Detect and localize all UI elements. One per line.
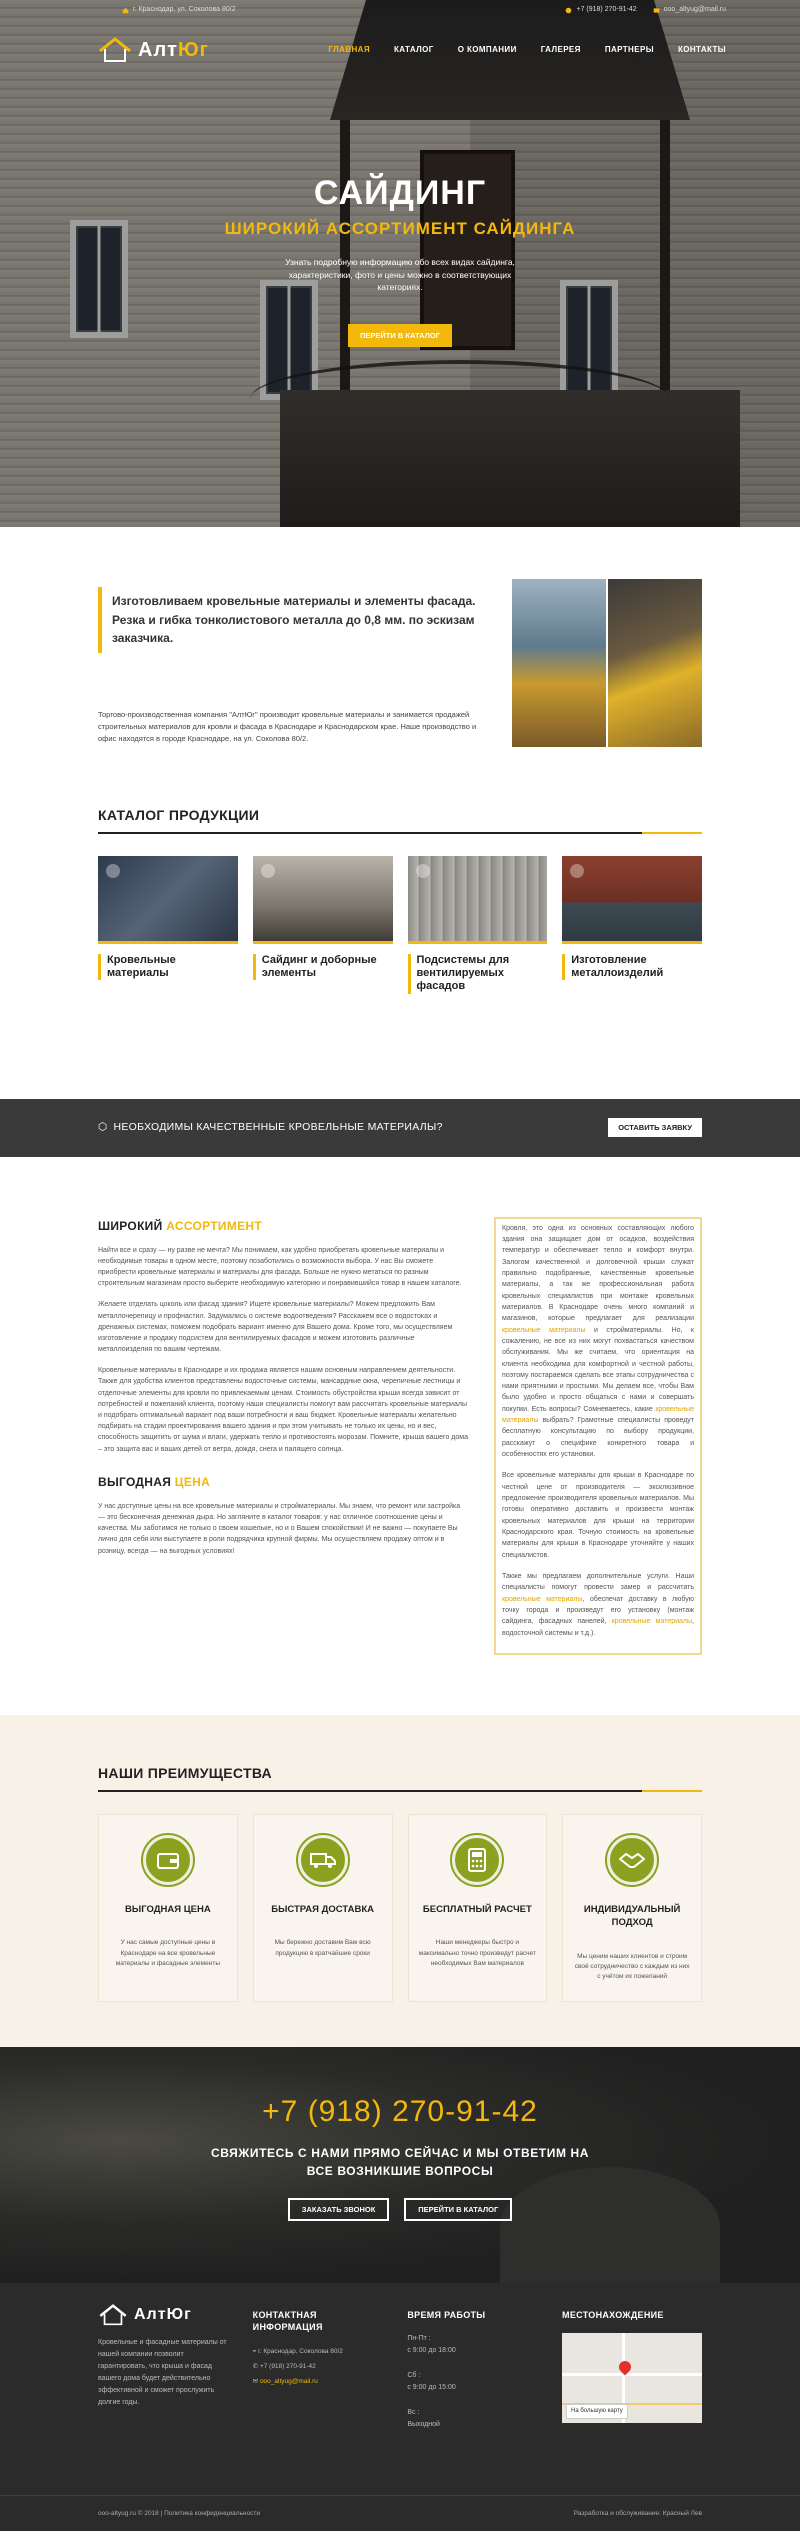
hours-day: Сб :: [407, 2371, 421, 2379]
top-email[interactable]: ooo_altyug@mail.ru: [663, 5, 726, 13]
catalog-card-label: Изготовление металлоизделий: [562, 954, 702, 980]
advantage-card: [253, 1814, 393, 2002]
aside-box: [494, 1217, 702, 1655]
aside-paragraph: Также мы предлагаем дополнительные услуги. Наши специалисты помогут провести замер и рассчитать кровельные материалы, обеспечат доставку в любую точку города и произведут его установку (монтаж сайдинга, фасадных панелей, кровельные материалы, водосточной системы и т.д.).: [502, 1573, 694, 1637]
assortment-title: ШИРОКИЙ АССОРТИМЕНТ: [98, 1218, 263, 1233]
advantages-section: [0, 1715, 800, 2047]
hours-day: Вс :: [407, 2408, 420, 2416]
top-phone[interactable]: +7 (918) 270-91-42: [576, 5, 637, 13]
location-icon: ⌖: [252, 2348, 259, 2356]
top-bar: [0, 0, 800, 20]
footer-hours-title: ВРЕМЯ РАБОТЫ: [407, 2310, 486, 2321]
nav-home[interactable]: ГЛАВНАЯ: [328, 45, 370, 54]
wallet-icon: [143, 1835, 193, 1885]
advantages-title: НАШИ ПРЕИМУЩЕСТВА: [98, 1763, 702, 1792]
logo-house-icon: [98, 37, 132, 63]
advantage-title: БЕСПЛАТНЫЙ РАСЧЕТ: [422, 1904, 532, 1916]
footer-address: г. Краснодар, Соколова 80/2: [258, 2348, 343, 2356]
callback-section: [0, 2047, 800, 2283]
nav-catalog[interactable]: КАТАЛОГ: [394, 45, 434, 54]
footer: [0, 2283, 800, 2531]
go-catalog-button[interactable]: ПЕРЕЙТИ В КАТАЛОГ: [404, 2198, 512, 2221]
callback-line: СВЯЖИТЕСЬ С НАМИ ПРЯМО СЕЙЧАС И МЫ ОТВЕТИМ НА: [210, 2146, 590, 2161]
home-icon: [122, 7, 129, 14]
advantage-text: У нас самые доступные цены в Краснодаре на все кровельные материалы и фасадные элементы: [115, 1939, 220, 1968]
footer-email[interactable]: ooo_altyug@mail.ru: [259, 2378, 318, 2386]
hours-time: Выходной: [407, 2420, 440, 2428]
about-slogan: Изготовливаем кровельные материалы и элементы фасада. Резка и гибка тонколистового металла до 0,8 мм. по эскизам заказчика.: [98, 587, 492, 653]
advantage-card: [408, 1814, 548, 2002]
callback-phone[interactable]: +7 (918) 270-91-42: [262, 2095, 538, 2129]
catalog-card-facade[interactable]: [408, 856, 548, 994]
nav-about[interactable]: О КОМПАНИИ: [457, 45, 517, 54]
hours-time: с 9:00 до 15:00: [407, 2384, 456, 2392]
advantage-text: Мы бережно доставим Вам всю продукцию в кратчайшие сроки: [274, 1939, 371, 1957]
about-section: [0, 527, 800, 1034]
catalog-card-label: Кровельные материалы: [98, 954, 238, 980]
hero-catalog-button[interactable]: ПЕРЕЙТИ В КАТАЛОГ: [348, 324, 452, 347]
catalog-card-label: Сайдинг и доборные элементы: [253, 954, 393, 980]
order-call-button[interactable]: ЗАКАЗАТЬ ЗВОНОК: [288, 2198, 390, 2221]
logo-house-icon: [98, 2304, 128, 2326]
advantage-title: БЫСТРАЯ ДОСТАВКА: [271, 1904, 374, 1916]
main-nav: [0, 20, 800, 80]
developer-credit[interactable]: Разработка и обслуживание: Красный Лев: [573, 2510, 702, 2518]
advantage-card: [98, 1814, 238, 2002]
mail-icon: ✉: [252, 2378, 260, 2386]
hero-subtitle: ШИРОКИЙ АССОРТИМЕНТ САЙДИНГА: [224, 219, 576, 239]
footer-logo[interactable]: [98, 2303, 233, 2327]
advantage-title: ИНДИВИДУАЛЬНЫЙ ПОДХОД: [583, 1904, 681, 1929]
logo-text-2: Юг: [177, 39, 209, 61]
advantage-title: ВЫГОДНАЯ ЦЕНА: [125, 1904, 211, 1916]
cta-band: [0, 1099, 800, 1157]
catalog-title: КАТАЛОГ ПРОДУКЦИИ: [98, 805, 702, 834]
price-title: ВЫГОДНАЯ ЦЕНА: [98, 1474, 211, 1489]
catalog-card-metal[interactable]: [562, 856, 702, 994]
footer-map[interactable]: [562, 2333, 702, 2423]
request-button[interactable]: ОСТАВИТЬ ЗАЯВКУ: [608, 1118, 702, 1137]
phone-icon: ✆: [252, 2363, 260, 2371]
nav-gallery[interactable]: ГАЛЕРЕЯ: [540, 45, 581, 54]
copyright[interactable]: ooo-altyug.ru © 2018 | Политика конфиденциальности: [98, 2510, 260, 2518]
footer-phone[interactable]: +7 (918) 270-91-42: [259, 2363, 316, 2371]
advantage-text: Мы ценим наших клиентов и строим своё сотрудничество с каждым из них с учётом их пожеланий: [574, 1952, 690, 1981]
footer-contacts-title: КОНТАКТНАЯ ИНФОРМАЦИЯ: [252, 2310, 323, 2333]
advantage-text: Наши менеджеры быстро и максимально точно произведут расчет необходимых Вам материалов: [418, 1939, 536, 1968]
content-paragraph: У нас доступные цены на все кровельные материалы и стройматериалы. Мы знаем, что ремонт или застройка — это бесконечная денежная дыра. Но загляните в каталог товаров: у нас отличное соотношение цены и качества. Мы заботимся не только о своем кошельке, но и о Вашем спокойствии! И не важно — покупаете Вы лично для себя или выступаете в роли подрядчика крупной фирмы. Мы осуществляем продажу оптом и в розницу, всегда — на выгодных условиях!: [98, 1502, 461, 1555]
photo-workshop-1: [512, 579, 606, 747]
cube-icon: ⬡: [98, 1120, 108, 1133]
catalog-card-siding[interactable]: [253, 856, 393, 994]
cta-band-text: НЕОБХОДИМЫ КАЧЕСТВЕННЫЕ КРОВЕЛЬНЫЕ МАТЕРИАЛЫ?: [113, 1120, 443, 1133]
logo-text-1: Алт: [134, 2306, 167, 2324]
hero-text: Узнать подробную информацию обо всех видах сайдинга, характеристики, фото и цены можно в соответствующих категориях.: [285, 256, 515, 293]
content-paragraph: Найти все и сразу — ну разве не мечта? Мы понимаем, как удобно приобретать кровельные материалы и необходимые товары в одном месте, поэтому позаботились о возможности выбора. У нас Вы сможете приобрести кровельные материалы и материалы для фасада. Больше не нужно метаться по разным строительным магазинам просто выберите необходимую категорию и понравившийся товар в нашем каталоге.: [98, 1246, 462, 1288]
aside-paragraph: Кровля, это одна из основных составляющих любого здания она защищает дом от осадков, воздействия температур и обеспечивает тепло и комфорт внутри. Залогом качественной и долговечной крыши служат правильно подобранные, качественные кровельные материалы, а так же профессиональная работа кровельных специалистов при монтаже кровельных материалов. В Краснодаре очень много компаний и магазинов, которые предлагает для реализации кровельные материалы и стройматериалы. Но, к сожалению, не все из них могут похвастаться качеством обслуживания. Мы же считаем, что ориентация на клиента необходима для комфортной и честной работы, поэтому постараемся сделать все этапы сотрудничества с нами приятными и простыми. Мы делаем все, чтобы Вам было удобно и просто общаться с нами и совершать покупки. Есть вопросы? Сомневаетесь, какие кровельные материалы выбрать? Грамотные специалисты проведут бесплатную консультацию по выбору продукции, расскажут о специфике конкретного товара и особенностях его установки.: [502, 1224, 694, 1459]
hours-time: с 9:00 до 18:00: [407, 2347, 456, 2355]
map-large-button[interactable]: На большую карту: [566, 2404, 628, 2419]
nav-partners[interactable]: ПАРТНЕРЫ: [604, 45, 654, 54]
photo-workshop-2: [608, 579, 702, 747]
logo[interactable]: [98, 35, 209, 65]
logo-text-2: Юг: [166, 2306, 192, 2324]
hero: [0, 0, 800, 527]
content-paragraph: Желаете отделать цоколь или фасад здания? Ищете кровельные материалы? Можем предложить Вам металлочерепицу и профнастил. Задумались о системе водоотведения? Расскажем все о водостоках и дренажных системах, поможем подобрать вариант именно для Вашего дома. Кроме того, мы осуществляем изготовление и продажу подсистем для вентилируемых фасадов и можем изготовить различные металлоизделия по вашим чертежам.: [98, 1301, 453, 1354]
footer-about: Кровельные и фасадные материалы от нашей компании позволит гарантировать, что крыша и фасад вашего дома будет действительно эффективной и сможет прослужить долгие годы.: [98, 2339, 227, 2406]
about-text: Торгово-производственная компания "АлтЮг" производит кровельные материалы и занимается продажей строительных материалов для кровли и фасада в Краснодаре и Краснодарском крае. Наше производство и офис находятся в городе Краснодаре, на ул. Соколова 80/2.: [98, 709, 477, 743]
hours-day: Пн-Пт :: [407, 2335, 431, 2343]
footer-location-title: МЕСТОНАХОЖДЕНИЕ: [562, 2310, 664, 2321]
calculator-icon: [452, 1835, 502, 1885]
callback-line: ВСЕ ВОЗНИКШИЕ ВОПРОСЫ: [306, 2164, 494, 2179]
about-photos: [512, 579, 702, 747]
truck-icon: [298, 1835, 348, 1885]
nav-contacts[interactable]: КОНТАКТЫ: [677, 45, 726, 54]
phone-icon: [565, 7, 572, 14]
top-address: г. Краснодар, ул. Соколова 80/2: [133, 5, 236, 13]
content-section: [0, 1157, 800, 1715]
hero-title: САЙДИНГ: [313, 174, 487, 212]
aside-paragraph: Все кровельные материалы для крыши в Краснодаре по честной цене от производителя — эксклюзивное предложение производителя кровельных материалов. Мы готовы оперативно доставить и произвести монтаж кровельных материалов для крыши на территории Краснодарского края. Точную стоимость на кровельные материалы для крыши в Краснодаре уточняйте у наших специалистов.: [502, 1472, 694, 1559]
handshake-icon: [607, 1835, 657, 1885]
logo-text-1: Алт: [138, 39, 178, 61]
advantage-card: [562, 1814, 702, 2002]
catalog-card-label: Подсистемы для вентилируемых фасадов: [408, 954, 548, 994]
mail-icon: [653, 7, 660, 14]
catalog-card-roofing[interactable]: [98, 856, 238, 994]
content-paragraph: Кровельные материалы в Краснодаре и их продажа является нашим основным направлением деятельности. Также для удобства клиентов представлены водосточные системы, мансардные окна, черепичные лестницы и отделочные элементы для кровли по привлекаемым ценам. Стоимость обустройства крыши всегда зависит от потребностей и пожеланий клиента, поэтому наши специалисты помогут вам рассчитать кровельные материалы и подобрать оптимальный вариант под ваши потребности и ваш бюджет. Кровельные материалы желательно подбирать на стадии проектирования вашего здания и при этом учитывать не только их цены, но и вес, способность защитить от шума и влаги, удержать тепло и противостоять морозам. Помните, крыша вашего дома – это защита вас и ваших детей от ветра, дождя, снега и палящего солнца.: [98, 1367, 468, 1453]
